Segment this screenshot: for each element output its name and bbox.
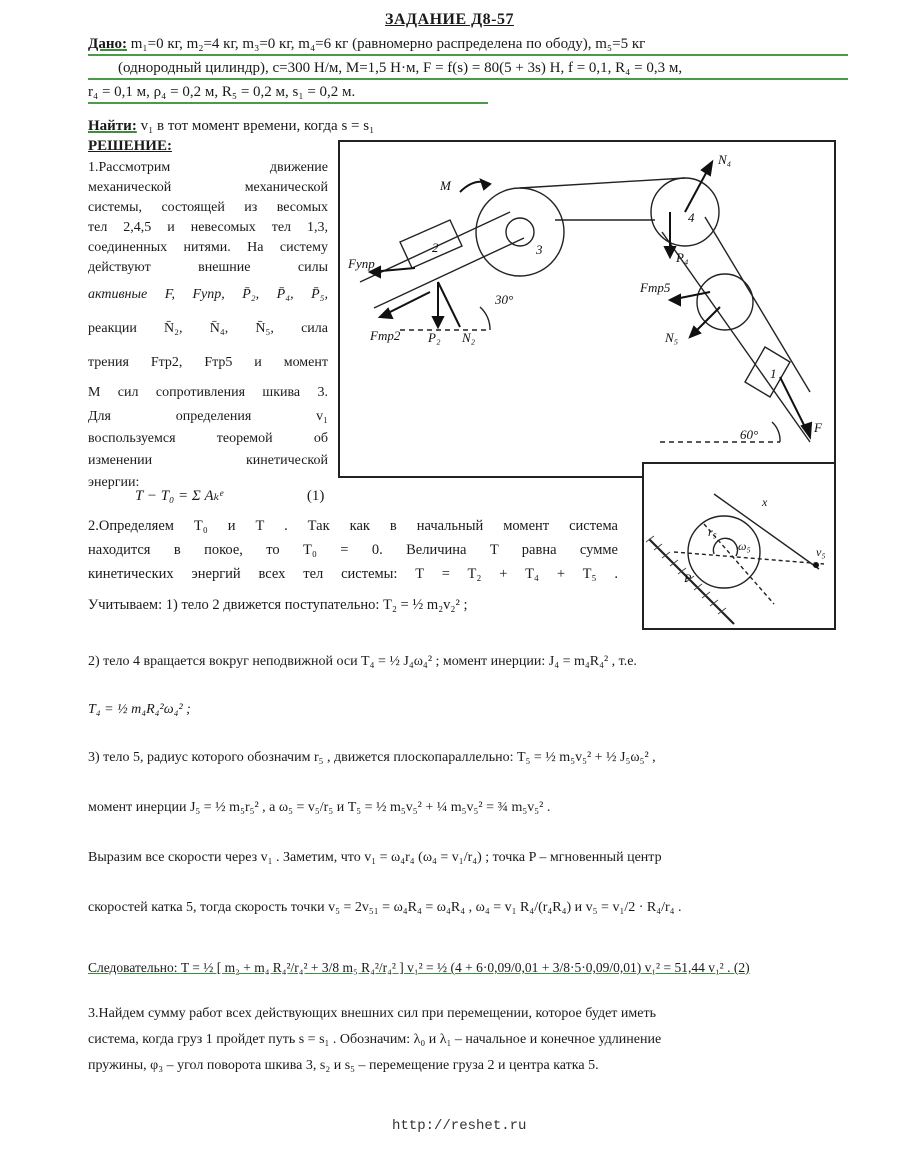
page-title: ЗАДАНИЕ Д8-57: [385, 11, 514, 28]
pulley-3-hub: [506, 218, 534, 246]
block-1: [745, 347, 790, 397]
line-velocities: Выразим все скорости через v₁ . Заметим, что v₁ = ω₄r₄ (ω₄ = v₁/r₄) ; точка P – мгновенный центр: [88, 850, 662, 865]
mechanism-diagram: [338, 140, 836, 478]
label-30: 30°: [495, 292, 514, 307]
given-label: Дано:: [88, 36, 127, 52]
left-line: воспользуемся теоремой об: [88, 431, 328, 446]
equation-1: [135, 486, 324, 506]
line-body-5: 3) тело 5, радиус которого обозначим r₅ , движется плоскопараллельно: T₅ = ½ m₅v₅² + ½ J₅ω₅² ,: [88, 750, 656, 765]
line-body-4: 2) тело 4 вращается вокруг неподвижной оси T₄ = ½ J₄ω₄² ; момент инерции: J₄ = m₄R₄² , т.е.: [88, 654, 637, 669]
given-text-3: r₄ = 0,1 м, ρ₄ = 0,2 м, R₅ = 0,2 м, s₁ = 0,2 м.: [88, 84, 356, 100]
find-block: [88, 116, 374, 136]
inset-svg: [644, 464, 834, 628]
inset-label-v5: v₅: [816, 545, 826, 559]
given-line-1: [88, 34, 848, 56]
line-t4: T₄ = ½ m₄R₄²ω₄² ;: [88, 702, 191, 717]
paragraph-2-line: находится в покое, то T₀ = 0. Величина T равна сумме: [88, 542, 618, 558]
left-line: системы, состоящей из весомых: [88, 200, 328, 215]
left-line: соединенных нитями. На систему: [88, 240, 328, 255]
given-line-2: [88, 58, 848, 80]
footer-url[interactable]: http://reshet.ru: [392, 1118, 527, 1134]
left-line: энергии:: [88, 475, 140, 490]
equation-1-formula: T − T₀ = Σ Aₖᵉ: [135, 488, 224, 504]
left-line: трения Fтр2, Fтр5 и момент: [88, 355, 328, 370]
given-text-2: (однородный цилиндр), c=300 Н/м, M=1,5 Н·м, F = f(s) = 80(5 + 3s) Н, f = 0,1, R₄ = 0,3 м,: [118, 60, 683, 76]
given-line-3: [88, 82, 488, 104]
mechanism-svg: [340, 142, 834, 476]
line-instant-center: скоростей катка 5, тогда скорость точки v₅ = 2v₅₁ = ω₄R₄ = ω₄R₄ , ω₄ = v₁ R₄/(r₄R₄) и v₅ = v₁/2 · R₄/r₄ .: [88, 900, 682, 915]
label-fupr: Fупр: [348, 256, 375, 271]
inset-label-x: x: [762, 495, 768, 509]
left-column: [88, 158, 328, 494]
label-F: F: [814, 420, 822, 435]
label-2: 2: [432, 240, 439, 255]
line-work-1: 3.Найдем сумму работ всех действующих внешних сил при перемещении, которое будет иметь: [88, 1006, 656, 1021]
paragraph-2-line: Учитываем: 1) тело 2 движется поступательно: T₂ = ½ m₂v₂² ;: [88, 597, 468, 613]
find-text: v₁ в тот момент времени, когда s = s₁: [140, 118, 375, 134]
left-line: M сил сопротивления шкива 3.: [88, 385, 328, 400]
label-ftr5: Fтр5: [640, 280, 671, 295]
label-M: M: [440, 178, 451, 193]
left-line: изменении кинетической: [88, 453, 328, 468]
label-n4: N₄: [718, 152, 732, 167]
inset-diagram: [642, 462, 836, 630]
pulley-3: [476, 188, 564, 276]
equation-1-number: (1): [306, 488, 325, 504]
left-line: реакции N̄₂, N̄₄, N̄₅, сила: [88, 321, 328, 336]
block-2: [400, 220, 462, 268]
solution-label: РЕШЕНИЕ:: [88, 138, 172, 154]
label-n5: N₅: [665, 330, 679, 345]
label-p4: P₄: [676, 250, 689, 265]
paragraph-2-line: кинетических энергий всех тел системы: T = T₂ + T₄ + T₅ .: [88, 566, 618, 582]
inset-label-p: P: [684, 571, 692, 585]
line-work-3: пружины, φ₃ – угол поворота шкива 3, s₂ и s₅ – перемещение груза 2 и центра катка 5.: [88, 1058, 599, 1073]
given-block: [88, 34, 848, 104]
find-label: Найти:: [88, 118, 137, 134]
inset-label-r5: r₅: [708, 525, 717, 539]
label-3: 3: [536, 242, 543, 257]
left-line: активные F, Fупр, P̄₂, P̄₄, P̄₅,: [88, 287, 328, 302]
line-kinetic-total: Следовательно: T = ½ [ m₂ + m₄ R₄²/r₄² + 3/8 m₅ R₄²/r₄² ] v₁² = ½ (4 + 6·0,09/0,01 + 3/8·5·0,09/0,01) v₁² = 51,44 v₁² . (2): [88, 960, 750, 975]
paragraph-2-line: 2.Определяем T₀ и T . Так как в начальный момент система: [88, 518, 618, 534]
left-line: механической механической: [88, 180, 328, 195]
left-line: тел 2,4,5 и невесомых тел 1,3,: [88, 220, 328, 235]
left-line: действуют внешние силы: [88, 260, 328, 275]
label-60: 60°: [740, 427, 759, 442]
label-p2: P₂: [428, 330, 441, 345]
label-1: 1: [770, 366, 777, 381]
label-ftr2: Fтр2: [370, 328, 401, 343]
line-inertia-5: момент инерции J₅ = ½ m₅r₅² , а ω₅ = v₅/r₅ и T₅ = ½ m₅v₅² + ¼ m₅v₅² = ¾ m₅v₅² .: [88, 800, 551, 815]
paragraph-2: [88, 514, 618, 620]
left-line: Для определения v₁: [88, 409, 328, 424]
left-line: 1.Рассмотрим движение: [88, 160, 328, 175]
label-n2: N₂: [462, 330, 476, 345]
line-work-2: система, когда груз 1 пройдет путь s = s₁ . Обозначим: λ₀ и λ₁ – начальное и конечное удлинение: [88, 1032, 662, 1047]
label-4: 4: [688, 210, 695, 225]
inset-label-omega5: ω₅: [738, 539, 751, 553]
given-text-1: m₁=0 кг, m₂=4 кг, m₃=0 кг, m₄=6 кг (равномерно распределена по ободу), m₅=5 кг: [130, 36, 646, 52]
